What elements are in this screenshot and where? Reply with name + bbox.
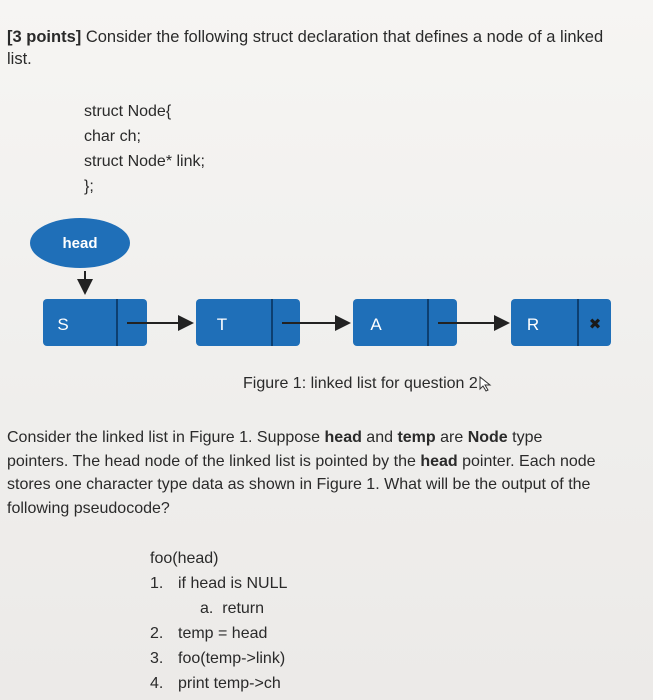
pseudocode-step — [150, 671, 287, 696]
points-label: [3 points] — [7, 28, 82, 46]
linked-list-diagram — [0, 215, 653, 365]
paragraph-text: Consider the linked list in Figure 1. Suppose — [7, 429, 325, 446]
step-text: print temp->ch — [178, 675, 281, 692]
paragraph-text: pointer. Each node stores one character type data as shown in Figure 1. What will be the output of the following pseudocode? — [7, 452, 596, 517]
step-text: foo(temp->link) — [178, 650, 286, 667]
paragraph-bold: Node — [467, 429, 508, 446]
node-value: R — [526, 315, 540, 334]
paragraph-bold: temp — [397, 429, 436, 446]
cursor-arrow-icon — [479, 376, 493, 392]
pseudocode-substep: a. return — [200, 600, 265, 617]
question-header — [7, 26, 607, 70]
code-line: }; — [84, 178, 94, 195]
paragraph-text: and — [361, 429, 398, 446]
pseudocode-step — [150, 646, 287, 671]
step-text: temp = head — [178, 625, 268, 642]
node-value: A — [370, 315, 382, 334]
node-r — [511, 299, 611, 346]
pseudocode-header: foo(head) — [150, 550, 219, 567]
step-number: 2. — [150, 625, 164, 642]
step-number: 3. — [150, 650, 164, 667]
node-value: T — [216, 315, 228, 334]
code-line: char ch; — [84, 128, 141, 145]
question-text: Consider the following struct declaration that defines a node of a linked list. — [7, 28, 604, 68]
pseudocode-step — [150, 571, 287, 596]
paragraph-text: are — [435, 429, 468, 446]
null-icon: ✖ — [588, 315, 602, 333]
paragraph-text: type pointers. The head node of the linked list is pointed by the — [7, 429, 543, 470]
figure-caption — [243, 375, 493, 393]
head-label: head — [62, 235, 98, 252]
node-value: S — [57, 315, 69, 334]
step-text: if head is NULL — [178, 575, 288, 592]
paragraph-bold: head — [420, 452, 458, 470]
step-number: 4. — [150, 675, 164, 692]
question-paragraph — [7, 426, 607, 520]
pseudocode-step — [150, 621, 287, 646]
pseudocode-block — [150, 546, 287, 696]
struct-declaration — [84, 99, 205, 199]
caption-text: Figure 1: linked list for question 2 — [243, 375, 478, 392]
code-line: struct Node{ — [84, 103, 172, 120]
step-number: 1. — [150, 575, 164, 592]
code-line: struct Node* link; — [84, 153, 205, 170]
paragraph-bold: head — [324, 429, 362, 446]
